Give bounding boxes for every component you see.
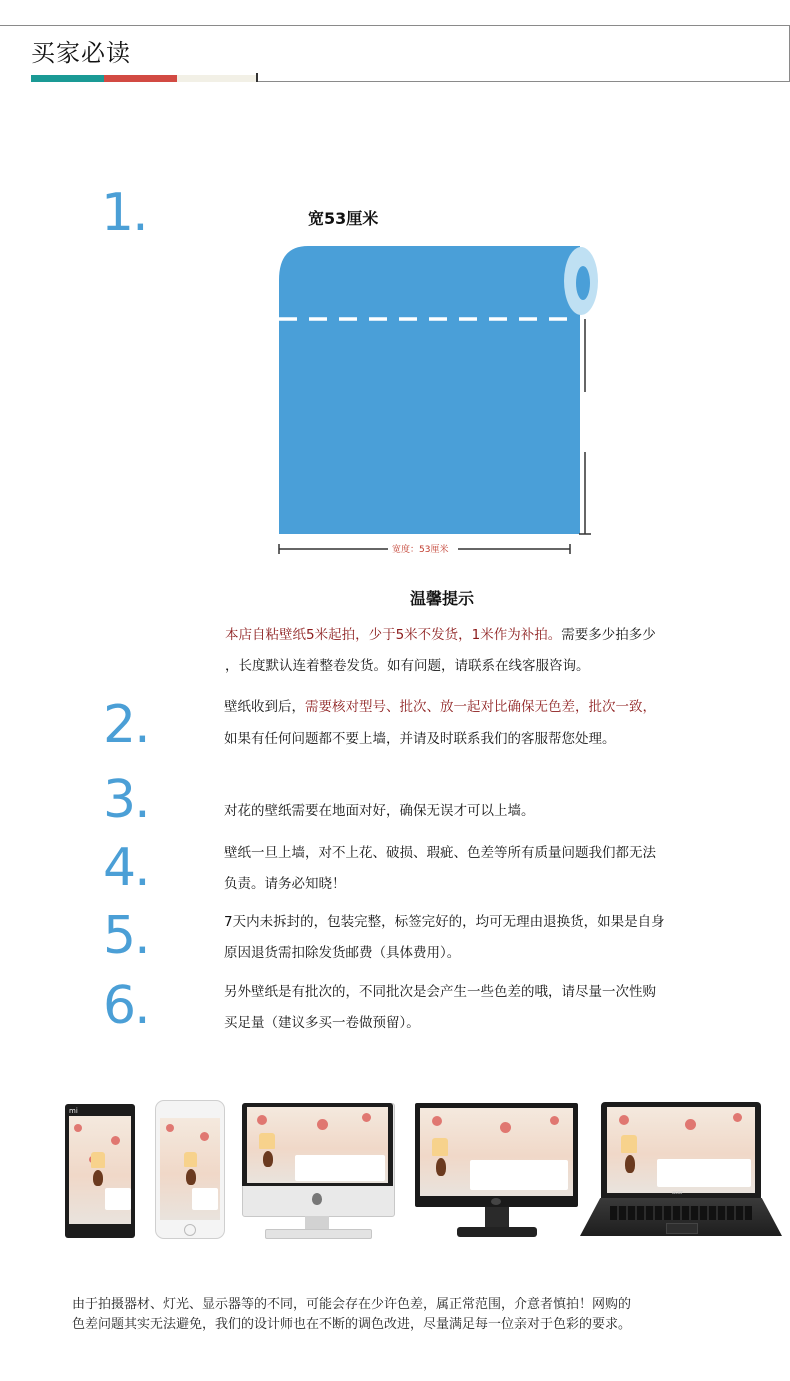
hp-monitor	[415, 1103, 578, 1239]
black-phone-screen	[69, 1116, 131, 1224]
laptop-touchpad	[666, 1223, 698, 1234]
item-5-line-2: 原因退货需扣除发货邮费（具体费用）。	[224, 945, 461, 961]
step-number-1: 1.	[101, 183, 147, 243]
item-2-red-text: 需要核对型号、批次、放一起对比确保无色差，批次一致，	[305, 699, 656, 715]
footer-line-1: 由于拍摄器材、灯光、显示器等的不同，可能会存在少许色差，属正常范围，介意者慎拍！网购的	[72, 1297, 632, 1312]
roll-sheet	[279, 246, 580, 534]
imac-screen	[247, 1107, 388, 1183]
step-number-4: 4.	[103, 838, 149, 898]
phone-brand-label: mi	[69, 1107, 78, 1115]
header-title: 买家必读	[31, 39, 131, 67]
item-2-line-1	[224, 692, 656, 723]
footer-line-2: 色差问题其实无法避免，我们的设计师也在不断的调色改进，尽量满足每一位亲对于色彩的要求。	[72, 1317, 632, 1332]
roll-width-label: 宽53厘米	[308, 209, 379, 228]
item-4-line-2: 负责。请务必知晓！	[224, 876, 346, 892]
acer-screen	[607, 1107, 755, 1193]
item-2-black-text: 壁纸收到后，	[224, 699, 305, 715]
imac-monitor	[242, 1103, 393, 1239]
step-number-3: 3.	[103, 770, 149, 830]
roll-core	[576, 266, 590, 300]
acer-laptop	[580, 1102, 782, 1238]
black-phone	[65, 1104, 135, 1238]
item-2-line-2: 如果有任何问题都不要上墙，并请及时联系我们的客服帮您处理。	[224, 731, 616, 747]
white-phone	[155, 1100, 225, 1239]
item-4-line-1: 壁纸一旦上墙，对不上花、破损、瑕疵、色差等所有质量问题我们都无法	[224, 845, 656, 861]
laptop-keys	[610, 1206, 752, 1220]
apple-logo-icon	[312, 1193, 322, 1205]
tip-red-text: 本店自粘壁纸5米起拍，少于5米不发货，1米作为补拍。	[225, 627, 562, 643]
laptop-brand-label: acer	[672, 1190, 683, 1196]
item-5-line-1: 7天内未拆封的，包装完整，标签完好的，均可无理由退换货，如果是自身	[224, 914, 665, 930]
header-bar-end-tick	[256, 73, 258, 82]
tip-line-2: ，长度默认连着整卷发货。如有问题，请联系在线客服咨询。	[225, 658, 590, 674]
white-phone-screen	[160, 1118, 220, 1220]
header-color-bar	[31, 75, 258, 82]
wallpaper-roll-illustration	[270, 240, 610, 560]
header-bar-red	[104, 75, 177, 82]
hp-screen	[420, 1108, 573, 1196]
keyboard	[265, 1229, 372, 1239]
tip-black-text: 需要多少拍多少	[561, 627, 656, 643]
header-bar-cream	[177, 75, 258, 82]
step-number-5: 5.	[103, 906, 149, 966]
tip-line-1	[225, 620, 656, 651]
header-bar-teal	[31, 75, 104, 82]
item-6-line-1: 另外壁纸是有批次的，不同批次是会产生一些色差的哦，请尽量一次性购	[224, 984, 656, 1000]
step-number-6: 6.	[103, 976, 149, 1036]
item-6-line-2: 买足量（建议多买一卷做预留）。	[224, 1015, 420, 1031]
roll-dimension-label: 宽度：53厘米	[392, 545, 449, 555]
header-top-rule	[0, 25, 790, 26]
step-number-2: 2.	[103, 695, 149, 755]
hp-logo-icon	[491, 1198, 501, 1205]
home-button	[184, 1224, 196, 1236]
header-bottom-rule	[258, 81, 790, 82]
item-3-line-1: 对花的壁纸需要在地面对好，确保无误才可以上墙。	[224, 803, 535, 819]
tips-title: 温馨提示	[410, 589, 475, 608]
